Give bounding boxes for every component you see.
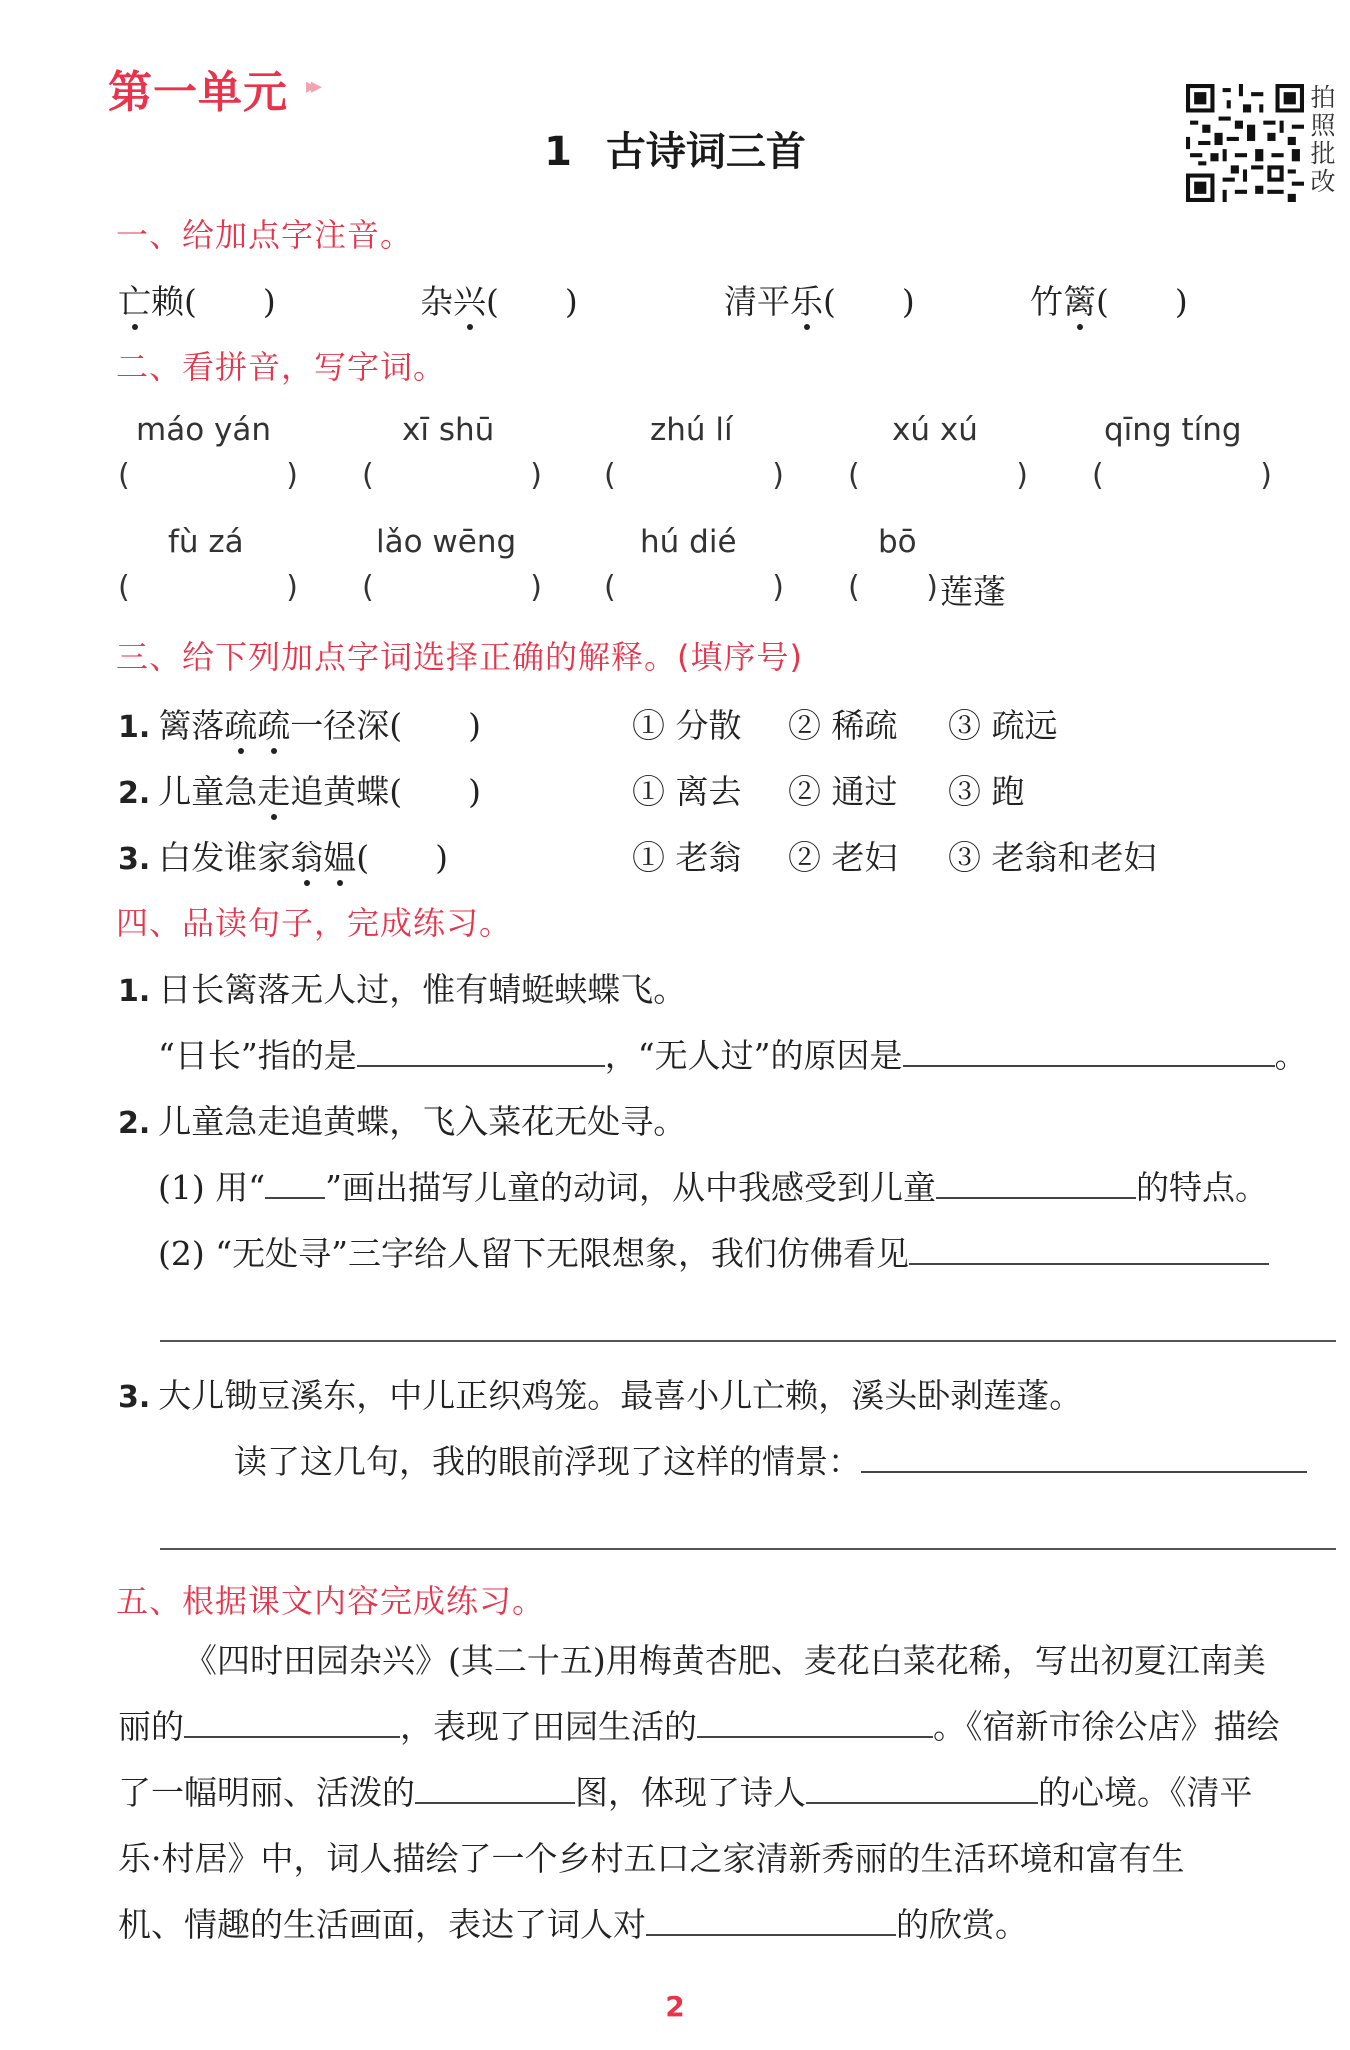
s3-q2-option-3[interactable]: ③ 跑 <box>948 772 1025 811</box>
section3-title: 三、给下列加点字词选择正确的解释。(填序号) <box>116 638 803 676</box>
s4-q3-answer-line[interactable] <box>160 1548 1336 1550</box>
lianpeng-suffix: 莲蓬 <box>940 572 1006 611</box>
section4-title: 四、品读句子，完成练习。 <box>116 904 513 942</box>
s3-q3-option-2[interactable]: ② 老妇 <box>788 838 898 877</box>
s4-q2-blank-3[interactable] <box>909 1229 1269 1265</box>
qr-code-icon[interactable] <box>1186 84 1304 202</box>
pinyin-9: bō <box>878 524 917 560</box>
s3-q1-option-3[interactable]: ③ 疏远 <box>948 706 1058 745</box>
s3-q3-option-3[interactable]: ③ 老翁和老妇 <box>948 838 1157 877</box>
lesson-title <box>0 120 1350 177</box>
s4-q3-blank-1[interactable] <box>861 1437 1307 1473</box>
s4-q1-sub: “日长”指的是 ，“无人过”的原因是 。 <box>158 1030 1308 1077</box>
s3-q2-option-1[interactable]: ① 离去 <box>632 772 742 811</box>
unit-arrow-icon: ▸▸ <box>306 74 317 99</box>
section1-title: 一、给加点字注音。 <box>116 216 414 254</box>
section5-title: 五、根据课文内容完成练习。 <box>116 1582 546 1620</box>
s3-question-3: 3. 白发谁家翁媪( ) <box>118 838 449 877</box>
lesson-name: 古诗词三首 <box>605 129 806 175</box>
s4-q2-sub1: (1) 用“ ”画出描写儿童的动词，从中我感受到儿童 的特点。 <box>158 1162 1268 1209</box>
s3-q1-option-2[interactable]: ② 稀疏 <box>788 706 898 745</box>
pinyin-2: xī shū <box>402 412 495 448</box>
s5-blank-2[interactable] <box>697 1702 933 1738</box>
s5-line-1: 《四时田园杂兴》(其二十五)用梅黄杏肥、麦花白菜花稀，写出初夏江南美 <box>184 1641 1266 1680</box>
qr-label: 拍照批改 <box>1310 83 1336 196</box>
s3-q1-option-1[interactable]: ① 分散 <box>632 706 742 745</box>
page-number: 2 <box>665 1990 685 2023</box>
s5-blank-3[interactable] <box>415 1768 575 1804</box>
s5-line-4: 乐·村居》中，词人描绘了一个乡村五口之家清新秀丽的生活环境和富有生 <box>118 1839 1185 1878</box>
pinyin-1: máo yán <box>136 412 272 448</box>
section1-item-1: 亡赖( ) <box>118 282 276 321</box>
pinyin-8: hú dié <box>640 524 737 560</box>
pinyin-6: fù zá <box>168 524 244 560</box>
s4-question-1: 1. 日长篱落无人过，惟有蜻蜓蛱蝶飞。 <box>118 970 687 1009</box>
s4-question-3: 3. 大儿锄豆溪东，中儿正织鸡笼。最喜小儿亡赖，溪头卧剥莲蓬。 <box>118 1376 1083 1415</box>
s4-question-2: 2. 儿童急走追黄蝶，飞入菜花无处寻。 <box>118 1102 687 1141</box>
pinyin-5: qīng tíng <box>1104 412 1242 448</box>
section1-item-3: 清平乐( ) <box>724 282 915 321</box>
s5-line-5: 机、情趣的生活画面，表达了词人对 的欣赏。 <box>118 1892 1336 1958</box>
section2-title: 二、看拼音，写字词。 <box>116 348 447 386</box>
pinyin-7: lǎo wēng <box>376 524 517 560</box>
s4-q1-blank-2[interactable] <box>903 1031 1275 1067</box>
s3-question-1: 1. 篱落疏疏一径深( ) <box>118 706 482 745</box>
s5-line-2: 丽的 ，表现了田园生活的 。《宿新市徐公店》描绘 <box>118 1694 1336 1760</box>
s4-q2-answer-line[interactable] <box>160 1340 1336 1342</box>
s4-q2-sub2: (2) “无处寻”三字给人留下无限想象，我们仿佛看见 <box>158 1228 1269 1275</box>
s4-q2-blank-1[interactable] <box>265 1163 325 1199</box>
unit-title: 第一单元 <box>108 67 288 118</box>
lesson-number: 1 <box>544 129 572 175</box>
s3-q3-option-1[interactable]: ① 老翁 <box>632 838 742 877</box>
s4-q1-blank-1[interactable] <box>357 1031 605 1067</box>
section1-item-2: 杂兴( ) <box>420 282 578 321</box>
s4-q3-sub: 读了这几句，我的眼前浮现了这样的情景： <box>234 1436 1307 1483</box>
s4-q2-blank-2[interactable] <box>936 1163 1136 1199</box>
section5-paragraph <box>118 1628 1336 1958</box>
pinyin-4: xú xú <box>892 412 978 448</box>
s5-blank-4[interactable] <box>806 1768 1038 1804</box>
s3-question-2: 2. 儿童急走追黄蝶( ) <box>118 772 482 811</box>
s5-line-3: 了一幅明丽、活泼的 图，体现了诗人 的心境。《清平 <box>118 1760 1336 1826</box>
s5-blank-5[interactable] <box>646 1900 896 1936</box>
s3-q2-option-2[interactable]: ② 通过 <box>788 772 898 811</box>
s5-blank-1[interactable] <box>184 1702 400 1738</box>
pinyin-3: zhú lí <box>650 412 733 448</box>
section1-item-4: 竹篱( ) <box>1030 282 1188 321</box>
